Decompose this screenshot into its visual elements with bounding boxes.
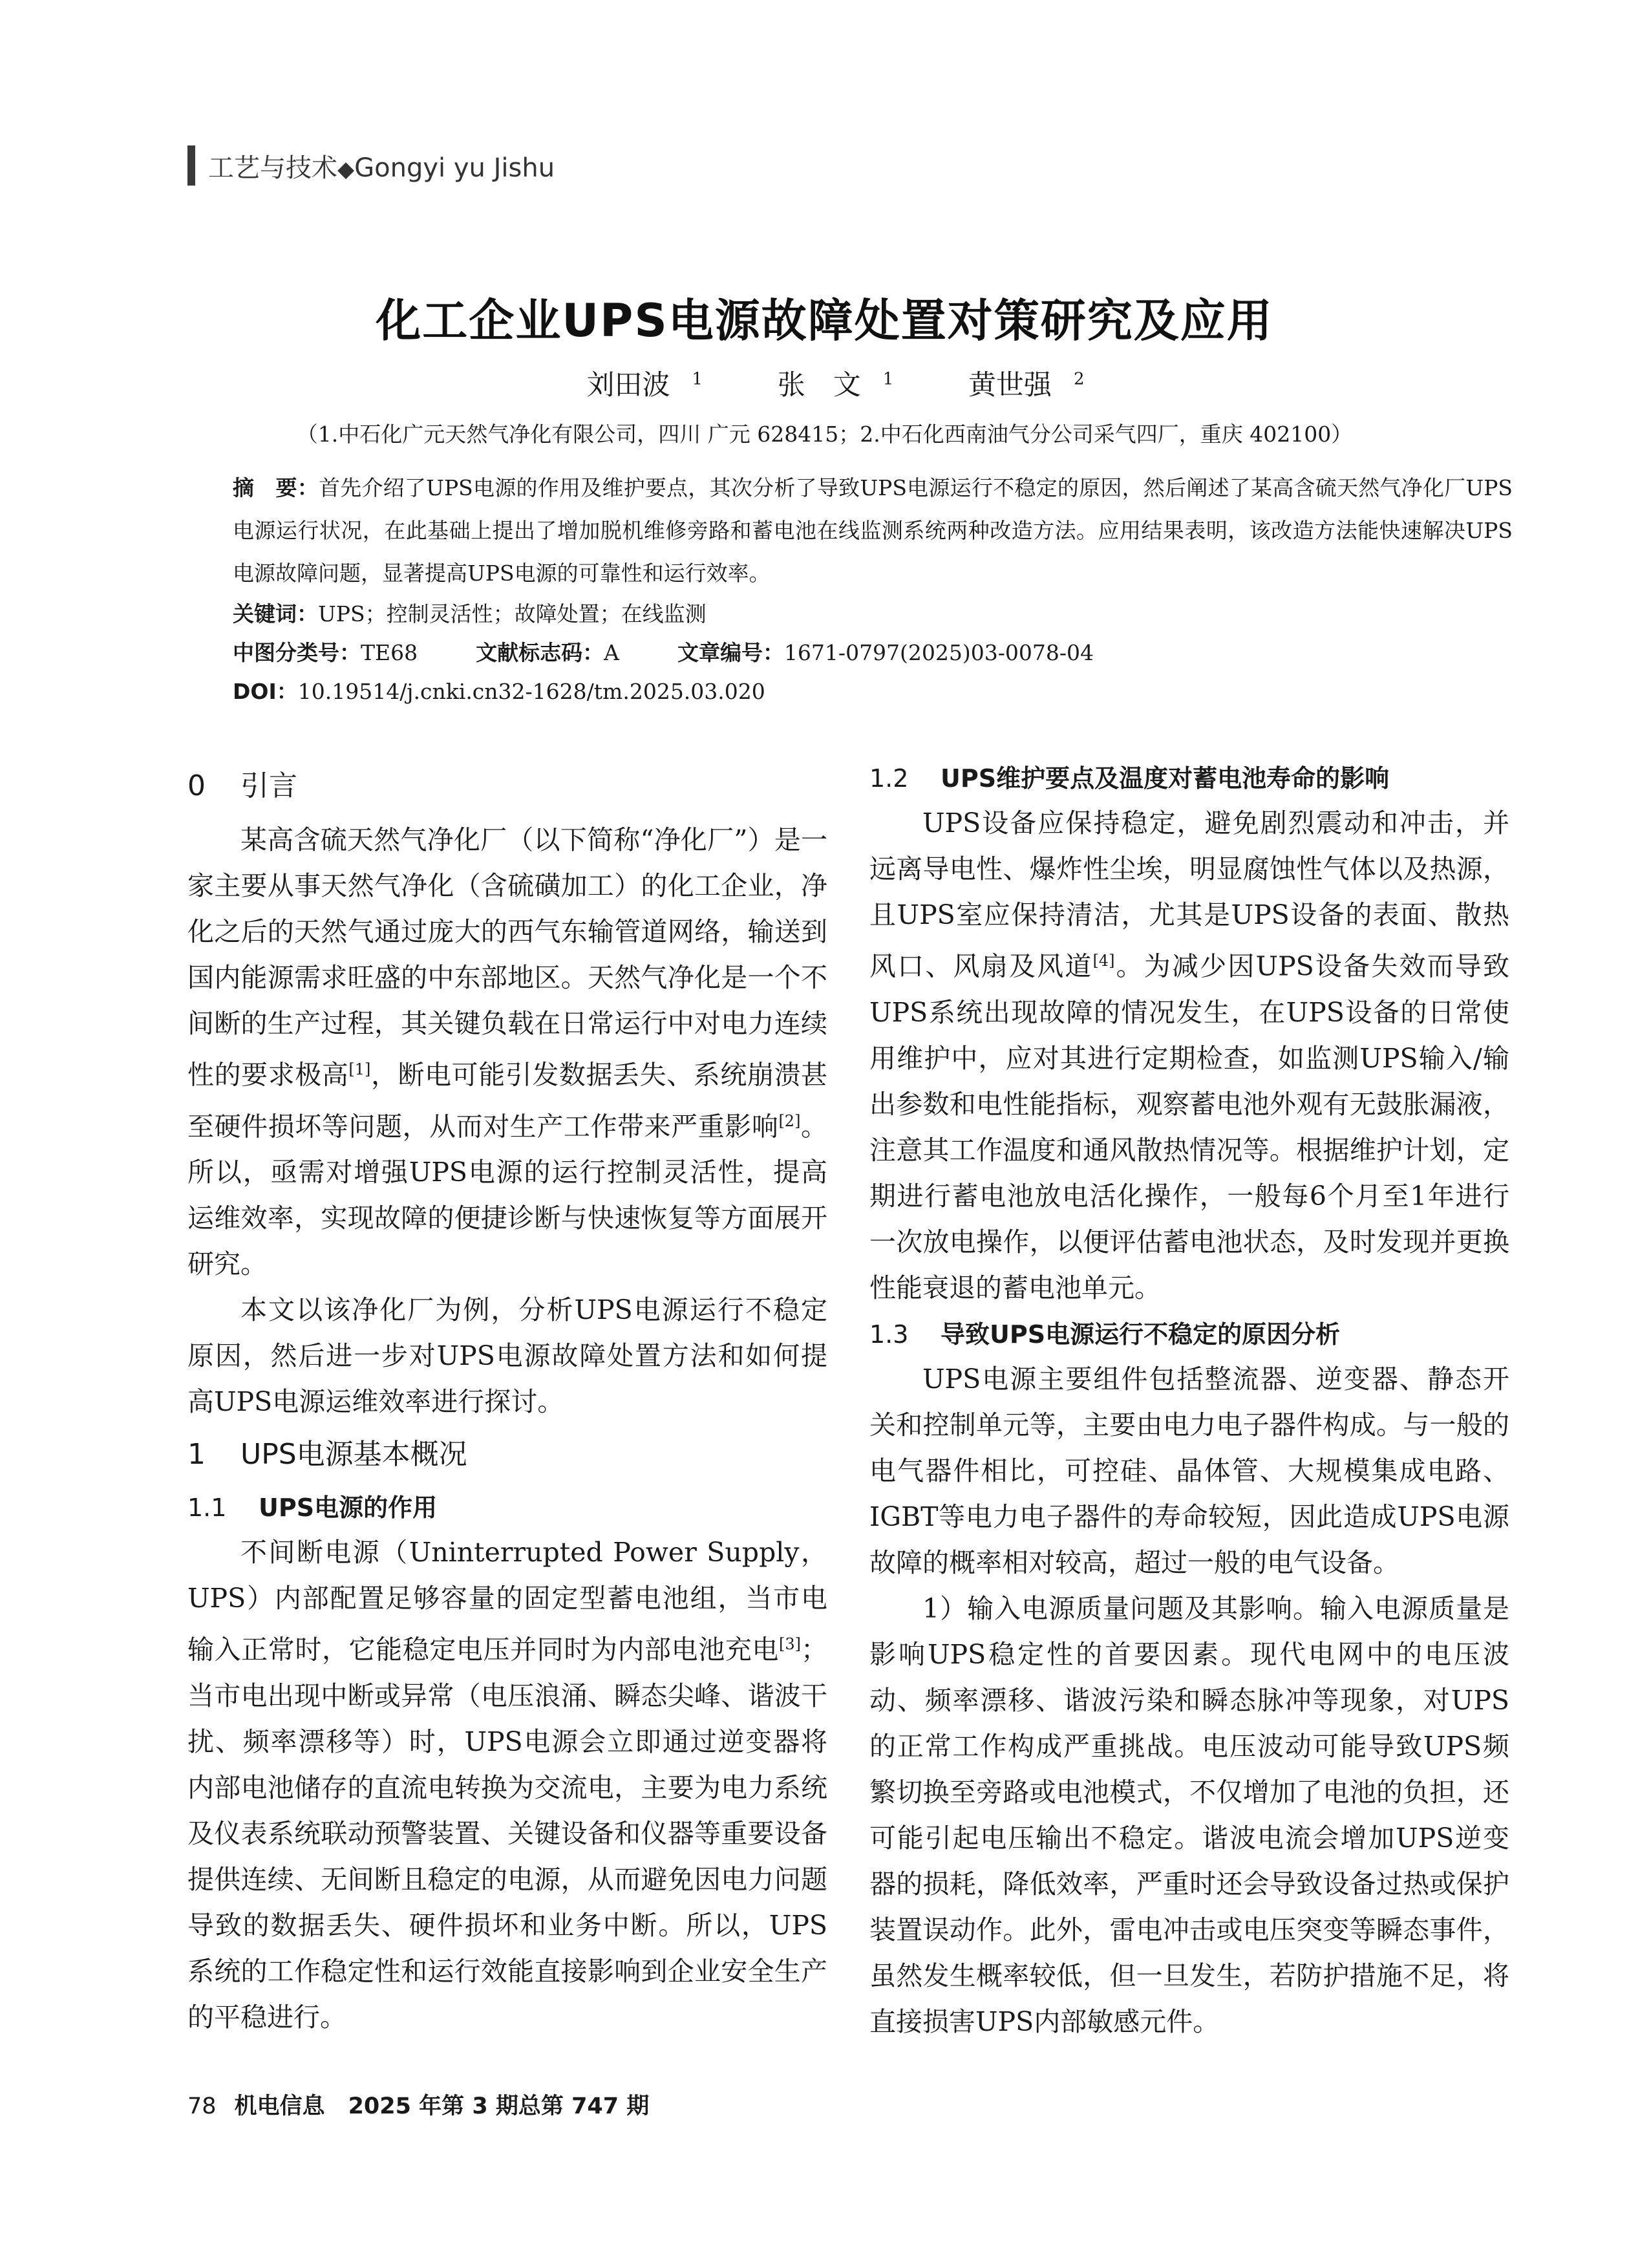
header-section-en: Gongyi yu Jishu <box>354 153 555 183</box>
journal-name: 机电信息 <box>234 2093 325 2119</box>
body-column-left <box>187 756 827 2040</box>
subsection-heading: 1.3 导致UPS电源运行不稳定的原因分析 <box>869 1320 1341 1349</box>
header-section-cn: 工艺与技术 <box>208 153 337 183</box>
issue-info: 2025 年第 3 期总第 747 期 <box>348 2093 650 2119</box>
author: 刘田波 $^1$ <box>586 369 703 401</box>
section-marker-bar <box>187 145 195 186</box>
abstract-text: 首先介绍了UPS电源的作用及维护要点，其次分析了导致UPS电源运行不稳定的原因，然后阐述了某高含硫天然气净化厂UPS电源运行状况，在此基础上提出了增加脱机维修旁路和蓄电池在线监测系统两种改造方法。应用结果表明，该改造方法能快速解决UPS电源故障问题，显著提高UPS电源的可靠性和运行效率。 <box>233 475 1513 586</box>
clc-value: TE68 <box>361 640 418 665</box>
doi-line: DOI：10.19514/j.cnki.cn32-1628/tm.2025.03.020 <box>233 679 765 704</box>
keywords: 关键词：UPS；控制灵活性；故障处置；在线监测 <box>233 601 707 626</box>
citation: [4] <box>1092 952 1115 970</box>
doc-code-value: A <box>604 640 619 665</box>
body-column-right <box>869 756 1509 2045</box>
article-title: 化工企业UPS电源故障处置对策研究及应用 <box>376 294 1273 347</box>
paragraph: 不间断电源（Uninterrupted Power Supply，UPS）内部配置足够容量的固定型蓄电池组，当市电输入正常时，它能稳定电压并同时为内部电池充电[3]；当市电出现中断或异常（电压浪涌、瞬态尖峰、谐波干扰、频率漂移等）时，UPS电源会立即通过逆变器将内部电池储存的直流电转换为交流电，主要为电力系统及仪表系统联动预警装置、关键设备和仪器等重要设备提供连续、无间断且稳定的电源，从而避免因电力问题导致的数据丢失、硬件损坏和业务中断。所以，UPS系统的工作稳定性和运行效能直接影响到企业安全生产的平稳进行。 <box>187 1537 827 2033</box>
doi-value: 10.19514/j.cnki.cn32-1628/tm.2025.03.020 <box>297 679 765 704</box>
paragraph: UPS设备应保持稳定，避免剧烈震动和冲击，并远离导电性、爆炸性尘埃，明显腐蚀性气体以及热源，且UPS室应保持清洁，尤其是UPS设备的表面、散热风口、风扇及风道[4]。为减少因UPS设备失效而导致UPS系统出现故障的情况发生，在UPS设备的日常使用维护中，应对其进行定期检查，如监测UPS输入/输出参数和电性能指标，观察蓄电池外观有无鼓胀漏液，注意其工作温度和通风散热情况等。根据维护计划，定期进行蓄电池放电活化操作，一般每6个月至1年进行一次放电操作，以便评估蓄电池状态，及时发现并更换性能衰退的蓄电池单元。 <box>869 808 1509 1303</box>
subsection-heading: 1.1 UPS电源的作用 <box>187 1493 438 1523</box>
paragraph: 1）输入电源质量问题及其影响。输入电源质量是影响UPS稳定性的首要因素。现代电网中的电压波动、频率漂移、谐波污染和瞬态脉冲等现象，对UPS的正常工作构成严重挑战。电压波动可能导致UPS频繁切换至旁路或电池模式，不仅增加了电池的负担，还可能引起电压输出不稳定。谐波电流会增加UPS逆变器的损耗，降低效率，严重时还会导致设备过热或保护装置误动作。此外，雷电冲击或电压突变等瞬态事件，虽然发生概率较低，但一旦发生，若防护措施不足，将直接损害UPS内部敏感元件。 <box>869 1592 1509 2037</box>
citation: [3] <box>779 1635 801 1654</box>
diamond-icon: ◆ <box>337 156 355 182</box>
subsection-heading: 1.2 UPS维护要点及温度对蓄电池寿命的影响 <box>869 764 1390 793</box>
page-number: 78 <box>187 2093 217 2119</box>
classification-line: 中图分类号：TE68 文献标志码：A 文章编号：1671-0797(2025)03-0078-04 <box>233 640 1094 665</box>
abstract-label: 摘 要： <box>233 475 319 500</box>
paragraph: 某高含硫天然气净化厂（以下简称“净化厂”）是一家主要从事天然气净化（含硫磺加工）的化工企业，净化之后的天然气通过庞大的西气东输管道网络，输送到国内能源需求旺盛的中东部地区。天然气净化是一个不间断的生产过程，其关键负载在日常运行中对电力连续性的要求极高[1]，断电可能引发数据丢失、系统崩溃甚至硬件损坏等问题，从而对生产工作带来严重影响[2]。所以，亟需对增强UPS电源的运行控制灵活性，提高运维效率，实现故障的便捷诊断与快速恢复等方面展开研究。 <box>187 824 828 1280</box>
paragraph: UPS电源主要组件包括整流器、逆变器、静态开关和控制单元等，主要由电力电子器件构成。与一般的电气器件相比，可控硅、晶体管、大规模集成电路、IGBT等电力电子器件的寿命较短，因此造成UPS电源故障的概率相对较高，超过一般的电气设备。 <box>869 1363 1509 1578</box>
author: 张 文 $^1$ <box>777 369 894 401</box>
citation: [2] <box>778 1111 801 1130</box>
citation: [1] <box>348 1060 371 1078</box>
author: 黄世强 $^2$ <box>968 369 1085 401</box>
section-heading: 1 UPS电源基本概况 <box>187 1438 467 1471</box>
keywords-text: UPS；控制灵活性；故障处置；在线监测 <box>318 601 707 626</box>
running-header <box>208 147 555 184</box>
author-list <box>0 363 1649 403</box>
article-number-value: 1671-0797(2025)03-0078-04 <box>783 640 1094 665</box>
affiliation: （1.中石化广元天然气净化有限公司，四川 广元 628415；2.中石化西南油气分公司采气四厂，重庆 402100） <box>296 422 1353 447</box>
section-heading: 0 引言 <box>187 769 297 802</box>
page-footer <box>187 2088 649 2121</box>
abstract <box>233 467 1513 595</box>
paragraph: 本文以该净化厂为例，分析UPS电源运行不稳定原因，然后进一步对UPS电源故障处置方法和如何提高UPS电源运维效率进行探讨。 <box>187 1294 827 1418</box>
